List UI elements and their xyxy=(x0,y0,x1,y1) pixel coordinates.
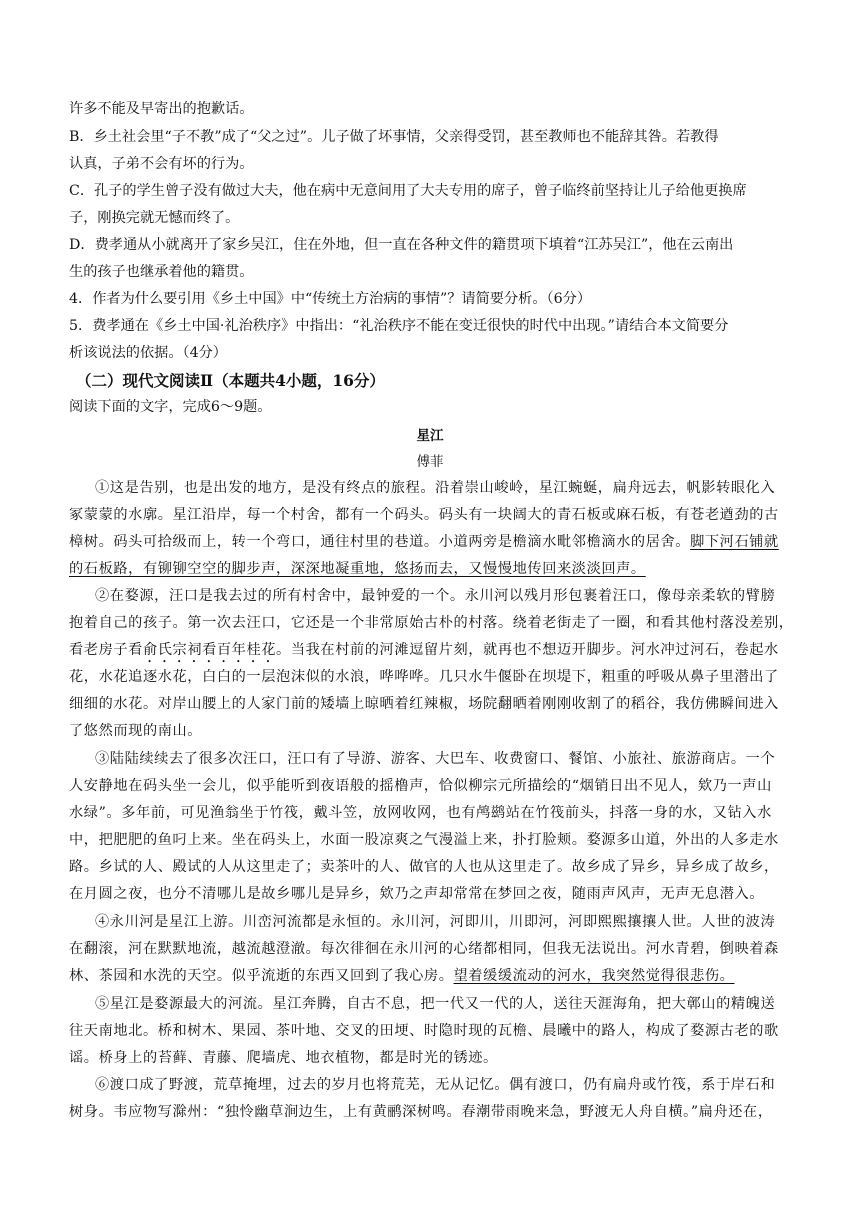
paragraph-3-line5: 路。乡试的人、殿试的人从这里走了；卖茶叶的人、做官的人也从这里走了。故乡成了异乡，异乡成了故乡， xyxy=(69,859,779,875)
q3-option-c-line2: 子，刚换完就无憾而终了。 xyxy=(69,210,240,226)
paragraph-4-line3 xyxy=(69,965,734,985)
paragraph-3-line2: 人安静地在码头坐一会儿，似乎能听到夜语般的摇橹声，恰似柳宗元所描绘的“烟销日出不见人，欸乃一声山 xyxy=(69,778,772,794)
paragraph-4-text: 林、茶园和水洗的天空。似乎流逝的东西又回到了我心房。 xyxy=(69,968,454,984)
paragraph-4-line2: 在翻滚，河在默默地流，越流越澄澈。每次徘徊在永川河的心绪都相同，但我无法说出。河水青碧，倒映着森 xyxy=(69,941,779,957)
paragraph-2-line4: 花，水花追逐水花，白白的一层泡沫似的水浪，哗哗哗。几只水牛偃卧在坝堤下，粗重的呼吸从鼻子里潜出了 xyxy=(69,669,779,685)
q3-option-d-line2: 生的孩子也继承着他的籍贯。 xyxy=(69,264,254,280)
question-4: 4．作者为什么要引用《乡土中国》中“传统土方治病的事情”？请简要分析。（6分） xyxy=(69,291,592,307)
paragraph-1-line2: 冢蒙蒙的水廓。星江沿岸，每一个村舍，都有一个码头。码头有一块阔大的青石板或麻石板，有苍老遒劲的古 xyxy=(69,507,779,523)
paragraph-2-line6: 了悠然而现的南山。 xyxy=(69,723,203,739)
dotted-emphasis-text: 俞氏宗祠看百年桂花 xyxy=(142,642,277,658)
paragraph-4-line1: ④永川河是星江上游。川峦河流都是永恒的。永川河，河即川，川即河，河即熙熙攘攘人世。人世的波涛 xyxy=(95,914,776,930)
paragraph-5-line3: 谣。桥身上的苔藓、青藤、爬墙虎、地衣植物，都是时光的锈迹。 xyxy=(69,1050,498,1066)
paragraph-6-line2: 树身。韦应物写滁州：“独怜幽草涧边生，上有黄鹂深树鸣。春潮带雨晚来急，野渡无人舟自横。”扁舟还在， xyxy=(69,1104,773,1120)
paragraph-2-text: 。当我在村前的河滩逗留片刻，就再也不想迈开脚步。河水冲过河石，卷起水 xyxy=(276,642,779,658)
paragraph-5-line1: ⑤星江是婺源最大的河流。星江奔腾，自古不息，把一代又一代的人，送往天涯海角，把大鄣山的精魄送 xyxy=(95,996,776,1012)
question-5-line1: 5．费孝通在《乡土中国·礼治秩序》中指出：“礼治秩序不能在变迁很快的时代中出现。”请结合本文简要分 xyxy=(69,318,729,334)
paragraph-3-line4: 中，把肥肥的鱼叼上来。坐在码头上，水面一股凉爽之气漫溢上来，扑打脸颊。婺源多山道，外出的人多走水 xyxy=(69,832,779,848)
q3-option-d-line1: D．费孝通从小就离开了家乡吴江，住在外地，但一直在各种文件的籍贯项下填着“江苏吴江”，他在云南出 xyxy=(69,237,734,253)
paragraph-3-line6: 在月圆之夜，也分不清哪儿是故乡哪儿是异乡，欸乃之声却常常在梦回之夜，随雨声风声，无声无息潜入。 xyxy=(69,886,765,902)
paragraph-2-line5: 细细的水花。对岸山腰上的人家门前的矮墙上晾晒着红辣椒，场院翻晒着刚刚收割了的稻谷，我仿佛瞬间进入 xyxy=(69,696,779,712)
q3-option-b-line1: B．乡土社会里“子不教”成了“父之过”。儿子做了坏事情，父亲得受罚，甚至教师也不能辞其咎。若教得 xyxy=(69,129,719,145)
instruction: 阅读下面的文字，完成6～9题。 xyxy=(69,399,272,415)
paragraph-6-line1: ⑥渡口成了野渡，荒草掩埋，过去的岁月也将荒芜，无从记忆。偶有渡口，仍有扁舟或竹筏，系于岸石和 xyxy=(95,1077,776,1093)
section-heading: （二）现代文阅读Ⅱ（本题共4小题，16分） xyxy=(76,371,385,390)
paragraph-1-line3 xyxy=(69,531,779,551)
article-author: 傅菲 xyxy=(416,454,444,470)
paragraph-3-line3: 水绿”。多年前，可见渔翁坐于竹筏，戴斗笠，放网收网，也有鸬鹚站在竹筏前头，抖落一身的水，又钻入水 xyxy=(69,805,772,821)
underlined-sentence: 脚下河石铺就 xyxy=(690,534,779,550)
paragraph-2-line3 xyxy=(69,639,779,666)
paragraph-5-line2: 往天南地北。桥和树木、果园、茶叶地、交叉的田埂、时隐时现的瓦檐、晨曦中的路人，构成了婺源古老的歌 xyxy=(69,1023,779,1039)
article-title: 星江 xyxy=(416,428,444,444)
paragraph-1-line1: ①这是告别，也是出发的地方，是没有终点的旅程。沿着崇山峻岭，星江蜿蜒，扁舟远去，帆影转眼化入 xyxy=(95,480,776,496)
paragraph-2-line2: 抱着自己的孩子。第一次去汪口，它还是一个非常原始古朴的村落。绕着老街走了一圈，和看其他村落没差别， xyxy=(69,615,794,631)
paragraph-2-line1: ②在婺源，汪口是我去过的所有村舍中，最钟爱的一个。永川河以残月形包裹着汪口，像母亲柔软的臂膀 xyxy=(95,588,776,604)
paragraph-1-text: 樟树。码头可拾级而上，转一个弯口，通往村里的巷道。小道两旁是檐滴水毗邻檐滴水的居舍。 xyxy=(69,534,691,550)
paragraph-3-line1: ③陆陆续续去了很多次汪口，汪口有了导游、游客、大巴车、收费窗口、餐馆、小旅社、旅游商店。一个 xyxy=(95,751,776,767)
underlined-sentence-2: 望着缓缓流动的河水，我突然觉得很悲伤。 xyxy=(453,968,735,984)
q3-tail: 许多不能及早寄出的抱歉话。 xyxy=(69,101,254,117)
q3-option-b-line2: 认真，子弟不会有坏的行为。 xyxy=(69,156,254,172)
underlined-sentence-cont: 的石板路，有铆铆空空的脚步声，深深地凝重地，悠扬而去，又慢慢地传回来淡淡回声。 xyxy=(69,561,646,577)
question-5-line2: 析该说法的依据。（4分） xyxy=(69,345,227,361)
q3-option-c-line1: C．孔子的学生曾子没有做过大夫，他在病中无意间用了大夫专用的席子，曾子临终前坚持让儿子给他更换席 xyxy=(69,183,747,199)
paragraph-2-text: 看老房子看 xyxy=(69,642,143,658)
